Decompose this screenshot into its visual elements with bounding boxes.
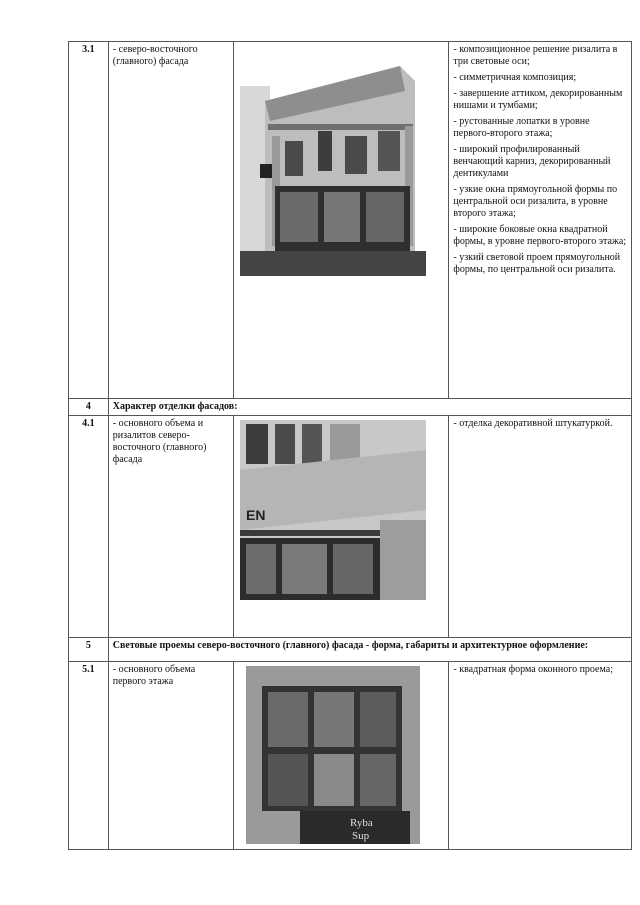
row-number: 5 [69,638,109,662]
object-cell: - основного объема первого этажа [108,662,233,850]
description-cell [449,662,632,850]
description-item: - широкие боковые окна квадратной формы, в уровне первого-второго этажа; [453,224,627,247]
table-row [69,42,632,399]
facade-detail-photo [240,420,426,600]
section-title: Характер отделки фасадов: [108,399,631,416]
description-cell [449,42,632,399]
object-cell: - северо-восточного (главного) фасада [108,42,233,399]
description-item: - композиционное решение ризалита в три световые оси; [453,44,618,67]
row-number: 5.1 [69,662,109,850]
sign-letters: EN [246,507,266,523]
sign-letters: Ryba [350,817,373,829]
row-number: 3.1 [69,42,109,399]
description-item: - узкие окна прямоугольной формы по центральной оси ризалита, в уровне второго этажа; [453,184,618,219]
photo-cell [234,42,449,399]
description-item: - отделка декоративной штукатуркой. [453,418,613,429]
description-item: - широкий профилированный венчающий карниз, декорированный дентикулами [453,144,611,179]
description-item: - узкий световой проем прямоугольной формы, по центральной оси ризалита. [453,252,621,275]
facade-photo [240,46,426,276]
description-item: - квадратная форма оконного проема; [453,664,613,675]
section-title: Световые проемы северо-восточного (главного) фасада - форма, габариты и архитектурное оформление: [108,638,631,662]
description-cell [449,416,632,638]
row-number: 4 [69,399,109,416]
section-header-row [69,638,632,662]
table-row [69,416,632,638]
photo-cell [234,662,449,850]
facade-features-table [68,41,632,850]
sign-letters: Sup [352,830,370,842]
photo-cell [234,416,449,638]
description-item: - рустованные лопатки в уровне первого-второго этажа; [453,116,590,139]
table-row [69,662,632,850]
object-cell: - основного объема и ризалитов северо-восточного (главного) фасада [108,416,233,638]
row-number: 4.1 [69,416,109,638]
window-photo [240,666,426,844]
section-header-row [69,399,632,416]
description-item: - симметричная композиция; [453,72,577,83]
description-item: - завершение аттиком, декорированным нишами и тумбами; [453,88,623,111]
